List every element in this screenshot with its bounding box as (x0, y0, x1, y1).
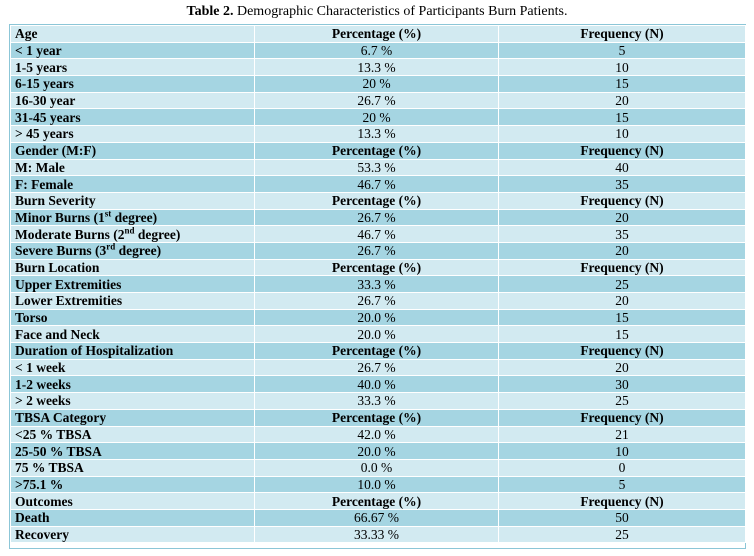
caption-text: Demographic Characteristics of Participants Burn Patients. (233, 4, 568, 19)
percentage-cell: 26.7 % (255, 242, 499, 259)
frequency-cell: 15 (499, 309, 746, 326)
percentage-header: Percentage (%) (255, 493, 499, 510)
percentage-cell: 20 % (255, 109, 499, 126)
row-label: >75.1 % (11, 476, 255, 493)
table-row (11, 309, 746, 326)
frequency-cell: 50 (499, 509, 746, 526)
section-header-row (11, 26, 746, 43)
row-label: Torso (11, 309, 255, 326)
caption-label: Table 2. (186, 4, 234, 19)
frequency-header: Frequency (N) (499, 259, 746, 276)
section-header-row (11, 343, 746, 360)
row-label: Upper Extremities (11, 276, 255, 293)
section-header-row (11, 142, 746, 159)
table-row (11, 376, 746, 393)
frequency-cell: 20 (499, 209, 746, 226)
section-header-row (11, 493, 746, 510)
percentage-cell: 42.0 % (255, 426, 499, 443)
frequency-cell: 10 (499, 126, 746, 143)
row-label: 16-30 year (11, 92, 255, 109)
table-row (11, 476, 746, 493)
percentage-cell: 33.3 % (255, 276, 499, 293)
row-label: 1-2 weeks (11, 376, 255, 393)
frequency-cell: 35 (499, 176, 746, 193)
table-row (11, 526, 746, 543)
row-label: < 1 year (11, 42, 255, 59)
row-label: Minor Burns (1st degree) (11, 209, 255, 226)
percentage-cell: 46.7 % (255, 226, 499, 243)
percentage-cell: 13.3 % (255, 126, 499, 143)
table-body (11, 26, 746, 543)
frequency-cell: 20 (499, 359, 746, 376)
table-row (11, 359, 746, 376)
percentage-cell: 20.0 % (255, 309, 499, 326)
table-row (11, 92, 746, 109)
table-row (11, 426, 746, 443)
table-row (11, 293, 746, 310)
frequency-cell: 25 (499, 526, 746, 543)
section-title: Outcomes (11, 493, 255, 510)
frequency-header: Frequency (N) (499, 192, 746, 209)
row-label: < 1 week (11, 359, 255, 376)
row-label: > 2 weeks (11, 393, 255, 410)
percentage-cell: 20 % (255, 76, 499, 93)
table-row (11, 393, 746, 410)
row-label: Severe Burns (3rd degree) (11, 242, 255, 259)
percentage-cell: 10.0 % (255, 476, 499, 493)
row-label: Lower Extremities (11, 293, 255, 310)
percentage-cell: 26.7 % (255, 293, 499, 310)
table-row (11, 326, 746, 343)
row-label: F: Female (11, 176, 255, 193)
row-label: <25 % TBSA (11, 426, 255, 443)
table-row (11, 126, 746, 143)
table-row (11, 276, 746, 293)
row-label: 1-5 years (11, 59, 255, 76)
row-label: 6-15 years (11, 76, 255, 93)
table-row (11, 59, 746, 76)
table-row (11, 159, 746, 176)
percentage-header: Percentage (%) (255, 259, 499, 276)
percentage-header: Percentage (%) (255, 409, 499, 426)
demographics-table (10, 25, 746, 543)
frequency-cell: 21 (499, 426, 746, 443)
section-title: TBSA Category (11, 409, 255, 426)
frequency-cell: 20 (499, 242, 746, 259)
frequency-cell: 15 (499, 109, 746, 126)
percentage-cell: 46.7 % (255, 176, 499, 193)
table-row (11, 42, 746, 59)
frequency-header: Frequency (N) (499, 409, 746, 426)
row-label: 31-45 years (11, 109, 255, 126)
frequency-cell: 40 (499, 159, 746, 176)
frequency-header: Frequency (N) (499, 343, 746, 360)
row-label: > 45 years (11, 126, 255, 143)
row-label: Recovery (11, 526, 255, 543)
row-label: Moderate Burns (2nd degree) (11, 226, 255, 243)
percentage-header: Percentage (%) (255, 343, 499, 360)
row-label: Face and Neck (11, 326, 255, 343)
frequency-cell: 20 (499, 293, 746, 310)
row-label: 25-50 % TBSA (11, 443, 255, 460)
section-header-row (11, 259, 746, 276)
table-caption (0, 1, 754, 23)
section-title: Duration of Hospitalization (11, 343, 255, 360)
percentage-header: Percentage (%) (255, 142, 499, 159)
frequency-cell: 35 (499, 226, 746, 243)
table-row (11, 443, 746, 460)
section-header-row (11, 409, 746, 426)
percentage-cell: 26.7 % (255, 209, 499, 226)
table-row (11, 209, 746, 226)
row-label: Death (11, 509, 255, 526)
frequency-cell: 5 (499, 42, 746, 59)
percentage-header: Percentage (%) (255, 192, 499, 209)
percentage-cell: 20.0 % (255, 443, 499, 460)
section-header-row (11, 192, 746, 209)
percentage-cell: 20.0 % (255, 326, 499, 343)
percentage-cell: 0.0 % (255, 459, 499, 476)
frequency-cell: 10 (499, 443, 746, 460)
frequency-header: Frequency (N) (499, 26, 746, 43)
row-label: M: Male (11, 159, 255, 176)
table-row (11, 242, 746, 259)
percentage-cell: 13.3 % (255, 59, 499, 76)
frequency-header: Frequency (N) (499, 142, 746, 159)
table-row (11, 459, 746, 476)
row-label: 75 % TBSA (11, 459, 255, 476)
frequency-header: Frequency (N) (499, 493, 746, 510)
frequency-cell: 5 (499, 476, 746, 493)
table-row (11, 509, 746, 526)
frequency-cell: 15 (499, 76, 746, 93)
section-title: Gender (M:F) (11, 142, 255, 159)
percentage-header: Percentage (%) (255, 26, 499, 43)
section-title: Burn Severity (11, 192, 255, 209)
percentage-cell: 6.7 % (255, 42, 499, 59)
frequency-cell: 20 (499, 92, 746, 109)
percentage-cell: 26.7 % (255, 359, 499, 376)
table-row (11, 76, 746, 93)
percentage-cell: 33.33 % (255, 526, 499, 543)
frequency-cell: 25 (499, 393, 746, 410)
table-row (11, 176, 746, 193)
percentage-cell: 53.3 % (255, 159, 499, 176)
table-row (11, 226, 746, 243)
percentage-cell: 40.0 % (255, 376, 499, 393)
table-row (11, 109, 746, 126)
section-title: Age (11, 26, 255, 43)
percentage-cell: 33.3 % (255, 393, 499, 410)
percentage-cell: 26.7 % (255, 92, 499, 109)
frequency-cell: 25 (499, 276, 746, 293)
frequency-cell: 0 (499, 459, 746, 476)
frequency-cell: 15 (499, 326, 746, 343)
frequency-cell: 30 (499, 376, 746, 393)
percentage-cell: 66.67 % (255, 509, 499, 526)
frequency-cell: 10 (499, 59, 746, 76)
section-title: Burn Location (11, 259, 255, 276)
